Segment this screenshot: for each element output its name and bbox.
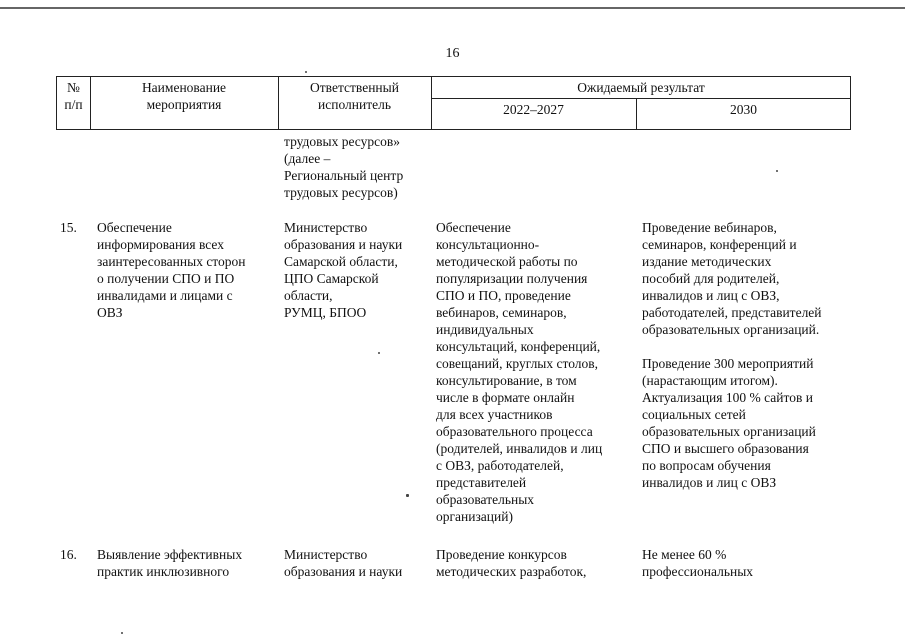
row-continuation-executor: трудовых ресурсов» (далее – Региональный центр трудовых ресурсов) (284, 134, 404, 200)
row-15-executor: Министерство образования и науки Самарской области, ЦПО Самарской области, РУМЦ, БПОО (284, 220, 403, 320)
scan-speck (776, 170, 778, 172)
header-expected-result: Ожидаемый результат (577, 80, 705, 95)
header-period-2022-2027: 2022–2027 (503, 102, 564, 117)
row-16-num: 16. (60, 547, 77, 562)
scan-edge-line (0, 7, 905, 9)
row-16-result-2022-2027: Проведение конкурсов методических разработок, (436, 547, 587, 579)
scan-speck (378, 352, 380, 354)
scan-speck (121, 632, 123, 634)
header-name: Наименование мероприятия (141, 80, 227, 112)
header-executor: Ответственный исполнитель (310, 80, 399, 112)
table-header (56, 76, 851, 130)
row-16-name: Выявление эффективных практик инклюзивного (97, 547, 243, 579)
row-16-result-2030: Не менее 60 % профессиональных (642, 547, 754, 579)
scan-speck (406, 494, 409, 497)
row-15-result-2022-2027: Обеспечение консультационно- методической работы по популяризации получения СПО и ПО, проведение вебинаров, семинаров, индивидуальных консультаций, конференций, совещаний, круглых столов, консультирование, в том числе в формате онлайн для всех участников образовательного процесса (родителей, инвалидов и лиц с ОВЗ, работодателей, представителей образовательных организаций) (436, 220, 603, 524)
row-15-result-2030: Проведение вебинаров, семинаров, конференций и издание методических пособий для родителей, инвалидов и лиц с ОВЗ, работодателей, представителей образовательных организаций. Проведение 300 мероприятий (нарастающим итогом). Актуализация 100 % сайтов и социальных сетей образовательных организаций СПО и высшего образования по вопросам обучения инвалидов и лиц с ОВЗ (642, 220, 822, 490)
header-num: № п/п (64, 80, 83, 112)
scan-speck (305, 71, 307, 73)
header-divider (431, 98, 851, 99)
page-number: 16 (445, 46, 460, 61)
row-16-executor: Министерство образования и науки (284, 547, 403, 579)
row-15-name: Обеспечение информирования всех заинтересованных сторон о получении СПО и ПО инвалидами и лицами с ОВЗ (97, 220, 246, 320)
row-15-num: 15. (60, 220, 77, 235)
header-period-2030: 2030 (730, 102, 757, 117)
